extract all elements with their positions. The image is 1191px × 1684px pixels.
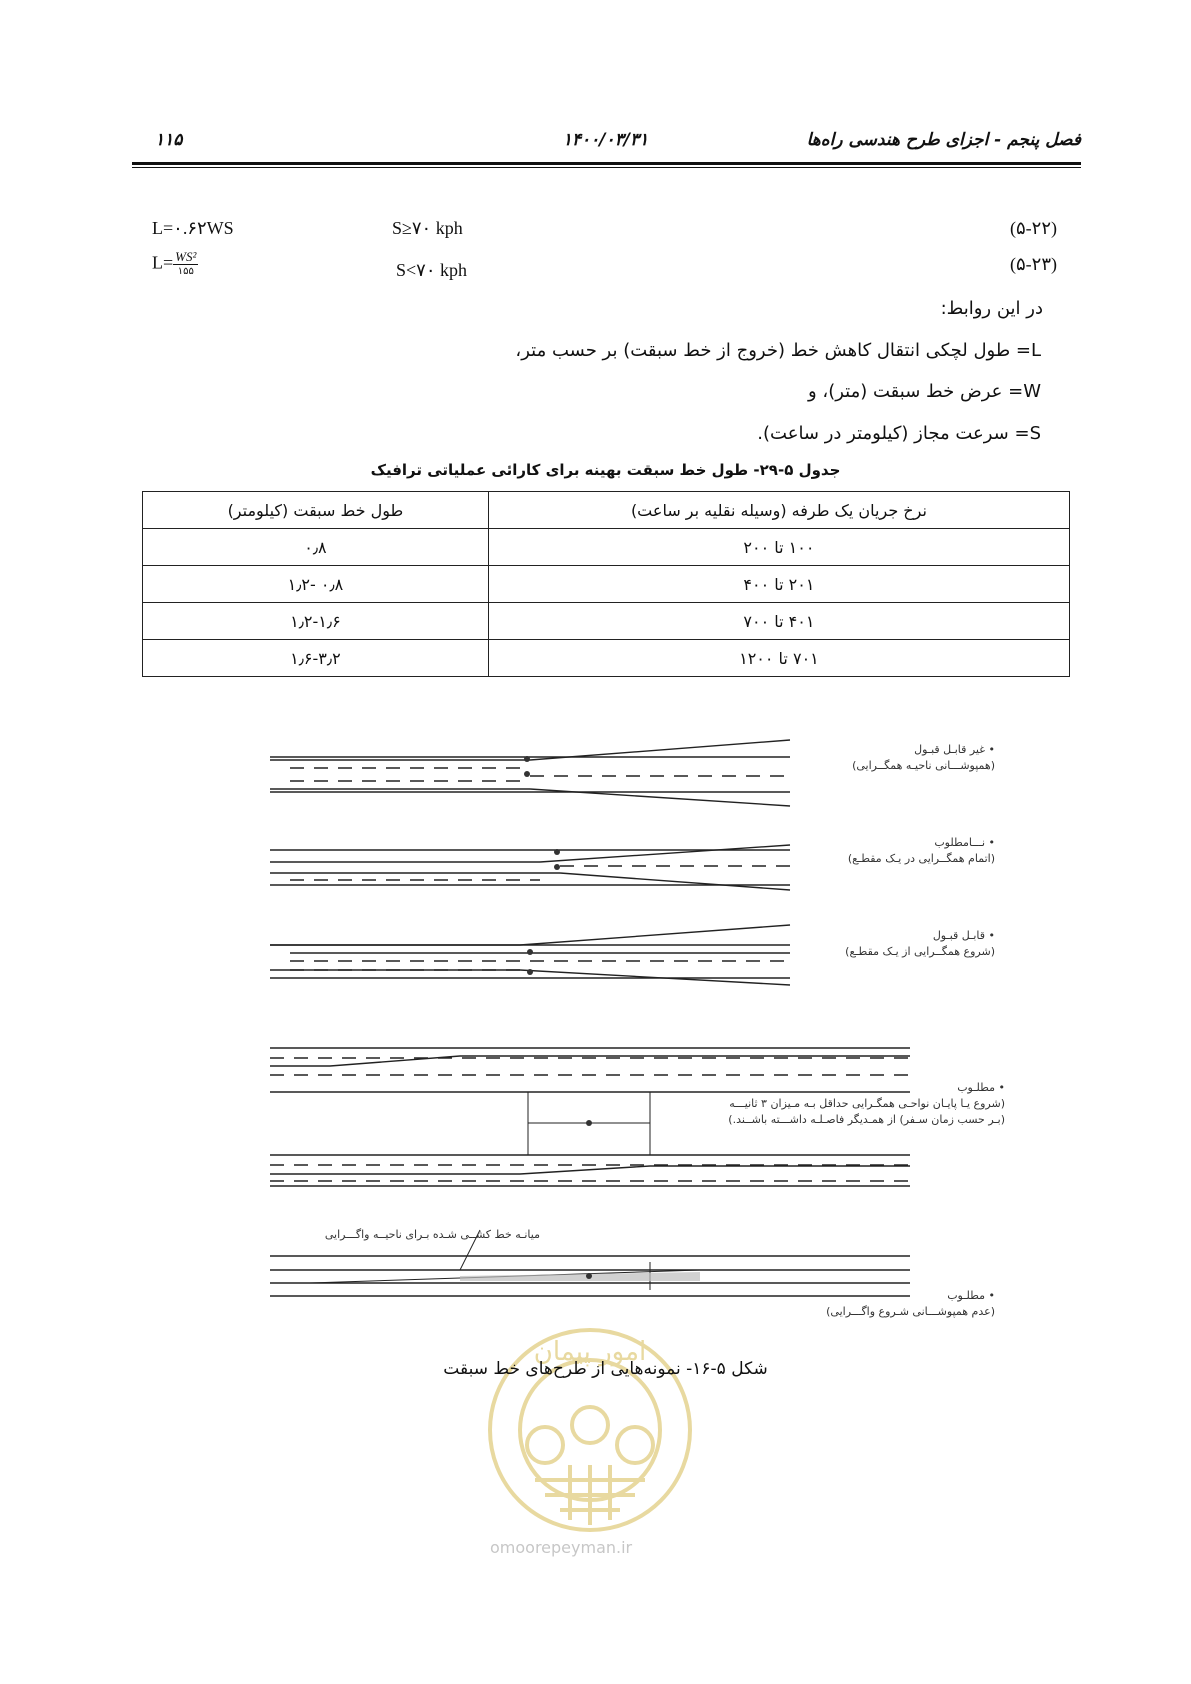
table-header-flow: نرخ جریان یک طرفه (وسیله نقلیه بر ساعت) [488, 492, 1069, 529]
label-title: • قابـل قبـول [932, 929, 995, 942]
label-title: • مطلـوب [947, 1289, 995, 1302]
chapter-title: فصل پنجم - اجزای طرح هندسی راه‌ها [806, 130, 1081, 150]
definition-W: W= عرض خط سبقت (متر)، و [808, 381, 1041, 402]
watermark-logo [475, 1315, 705, 1545]
figure-callout-divergence: میانـه خط کشــی شـده بـرای ناحیــه واگـــرایی [324, 1228, 540, 1241]
definition-L: L= طول لچکی انتقال کاهش خط (خروج از خط سبقت) بر حسب متر، [515, 340, 1041, 361]
figure-caption: شکل ۵-۱۶- نمونه‌هایی از طرح‌های خط سبقت [443, 1359, 768, 1379]
table-cell-flow: ۲۰۱ تا ۴۰۰ [488, 566, 1069, 603]
table-cell-length: ۱٫۶-۳٫۲ [143, 640, 489, 677]
watermark-logo-text: امور پیمان [533, 1337, 647, 1367]
definition-S: S= سرعت مجاز (کیلومتر در ساعت). [757, 423, 1041, 444]
table-cell-flow: ۷۰۱ تا ۱۲۰۰ [488, 640, 1069, 677]
watermark-url: omoorepeyman.ir [490, 1538, 633, 1557]
table-cell-length: ۰٫۸ -۱٫۲ [143, 566, 489, 603]
equation-1-condition: S≥۷۰ kph [392, 218, 463, 238]
table-cell-length: ۱٫۲-۱٫۶ [143, 603, 489, 640]
label-title: • غیر قابـل قبـول [914, 743, 995, 756]
label-title: • نـــامطلوب [934, 836, 995, 849]
label-subtitle: (شروع همگــرایی از یـک مقطـع) [845, 945, 995, 958]
table-cell-flow: ۴۰۱ تا ۷۰۰ [488, 603, 1069, 640]
equation-1-number: (۵-۲۲) [1010, 218, 1057, 238]
figure-label-undesirable [775, 835, 995, 867]
table-caption: جدول ۵-۲۹- طول خط سبقت بهینه برای کارائی عملیاتی ترافیک [370, 461, 841, 479]
header-date: ۱۴۰۰/۰۳/۳۱ [562, 130, 649, 150]
figure-label-desirable-separated [660, 1080, 1005, 1128]
table-cell-flow: ۱۰۰ تا ۲۰۰ [488, 529, 1069, 566]
label-title: • مطلـوب [957, 1081, 1005, 1094]
equation-2-denominator: ۱۵۵ [177, 266, 194, 277]
equation-1-formula: L=۰.۶۲WS [152, 218, 234, 238]
equation-2-number: (۵-۲۳) [1010, 254, 1057, 274]
label-subtitle: (همپوشـــانی ناحیـه همگــرایی) [852, 759, 995, 772]
equation-2-condition: S<۷۰ kph [396, 260, 467, 280]
equation-2-numerator: WS² [175, 249, 197, 264]
equation-2-prefix: L= [152, 252, 174, 273]
diagram-unacceptable [270, 740, 790, 806]
diagram-undesirable [270, 845, 790, 890]
label-subtitle: (شروع یـا پایـان نواحـی همگـرایی حداقل بـه مـیزان ۳ ثانیـــه [729, 1097, 1005, 1110]
table-header-length: طول خط سبقت (کیلومتر) [143, 492, 489, 529]
label-subtitle-2: (بـر حسب زمان سـفر) از همـدیگر فاصـلـه داشـــته باشــند.) [728, 1113, 1005, 1126]
page-number: ۱۱۵ [155, 130, 183, 150]
table-cell-length: ۰٫۸ [143, 529, 489, 566]
figure-label-desirable-no-overlap [775, 1288, 995, 1320]
definitions-intro: در این روابط: [940, 298, 1043, 319]
label-subtitle: (عدم همپوشـــانی شـروع واگـــرایی) [826, 1305, 995, 1318]
figure-label-acceptable [775, 928, 995, 960]
label-subtitle: (اتمام همگــرایی در یـک مقطـع) [847, 852, 995, 865]
figure-label-unacceptable [775, 742, 995, 774]
